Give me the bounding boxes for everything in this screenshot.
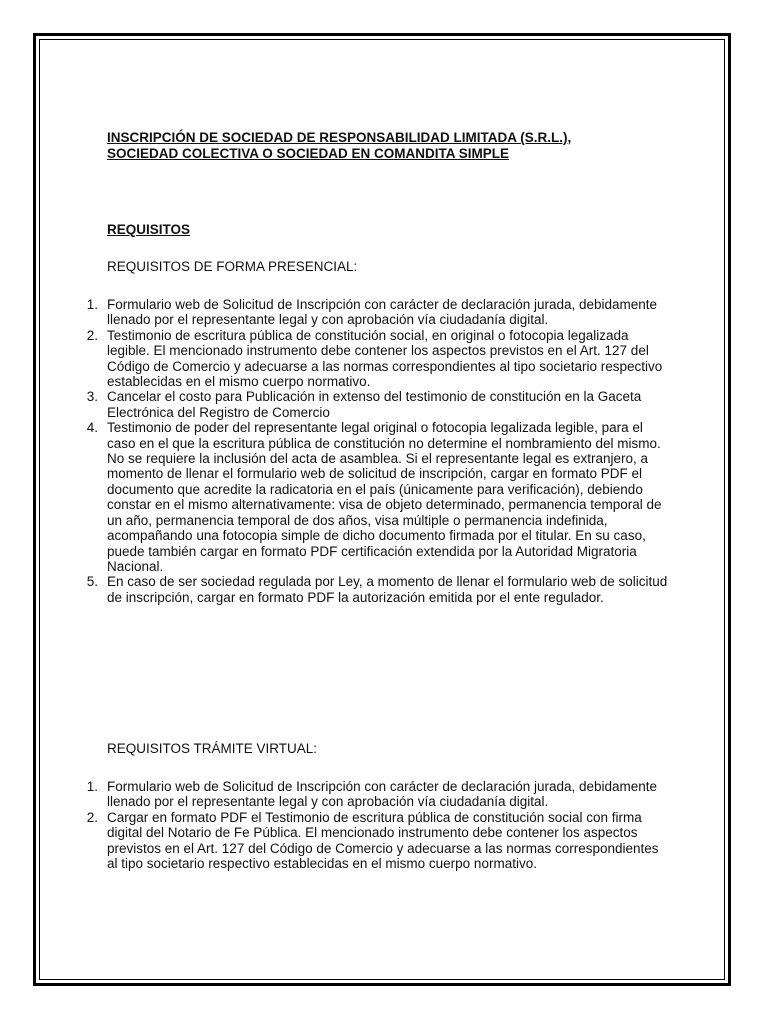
list-item (80, 328, 670, 390)
presencial-heading: REQUISITOS DE FORMA PRESENCIAL: (107, 259, 358, 274)
item-number: 2. (86, 809, 98, 825)
item-text: Formulario web de Solicitud de Inscripción con carácter de declaración jurada, debidamente llenado por el representante legal y con aprobación vía ciudadanía digital. (107, 297, 658, 328)
virtual-list (80, 779, 670, 871)
requisitos-heading: REQUISITOS (107, 222, 191, 237)
item-text: Cancelar el costo para Publicación in extenso del testimonio de constitución en la Gaceta Electrónica del Registro de Comercio (107, 389, 642, 420)
item-text: En caso de ser sociedad regulada por Ley, a momento de llenar el formulario web de solicitud de inscripción, cargar en formato PDF la autorización emitida por el ente regulador. (107, 574, 668, 605)
list-item (80, 420, 670, 574)
document-title (107, 130, 667, 162)
item-text: Formulario web de Solicitud de Inscripción con carácter de declaración jurada, debidamente llenado por el representante legal y con aprobación vía ciudadanía digital. (107, 779, 658, 810)
item-number: 5. (86, 574, 98, 590)
item-text: Testimonio de poder del representante legal original o fotocopia legalizada legible, para el caso en el que la escritura pública de constitución no determine el nombramiento del mismo. No se requiere la inclusión del acta de asamblea. Si el representante legal es extranjero, a momento de llenar el formulario web de solicitud de inscripción, cargar en formato PDF el documento que acredite la radicatoria en el país (únicamente para verificación), debiendo constar en el mismo alternativamente: visa de objeto determinado, permanencia temporal de un año, permanencia temporal de dos años, visa múltiple o permanencia indefinida, acompañando una fotocopia simple de dicho documento firmada por el titular. En su caso, puede también cargar en formato PDF certificación extendida por la Autoridad Migratoria Nacional. (107, 420, 662, 574)
presencial-list (80, 297, 670, 605)
title-line-1: INSCRIPCIÓN DE SOCIEDAD DE RESPONSABILIDAD LIMITADA (S.R.L.), (107, 130, 572, 145)
list-item (80, 810, 670, 872)
list-item (80, 574, 670, 605)
title-line-2: SOCIEDAD COLECTIVA O SOCIEDAD EN COMANDITA SIMPLE (107, 146, 510, 161)
list-item (80, 389, 670, 420)
item-number: 4. (86, 420, 98, 436)
item-number: 1. (86, 297, 98, 312)
item-text: Testimonio de escritura pública de constitución social, en original o fotocopia legalizada legible. El mencionado instrumento debe contener los aspectos previstos en el Art. 127 del Código de Comercio y adecuarse a las normas correspondientes al tipo societario respectivo establecidas en el mismo cuerpo normativo. (107, 327, 663, 390)
item-number: 3. (86, 389, 98, 405)
list-item (80, 297, 670, 328)
item-number: 2. (86, 327, 98, 343)
list-item (80, 779, 670, 810)
item-text: Cargar en formato PDF el Testimonio de escritura pública de constitución social con firma digital del Notario de Fe Pública. El mencionado instrumento debe contener los aspectos previstos en el Art. 127 del Código de Comercio y adecuarse a las normas correspondientes al tipo societario respectivo establecidas en el mismo cuerpo normativo. (107, 809, 659, 872)
virtual-heading: REQUISITOS TRÁMITE VIRTUAL: (107, 741, 318, 756)
item-number: 1. (86, 779, 98, 794)
